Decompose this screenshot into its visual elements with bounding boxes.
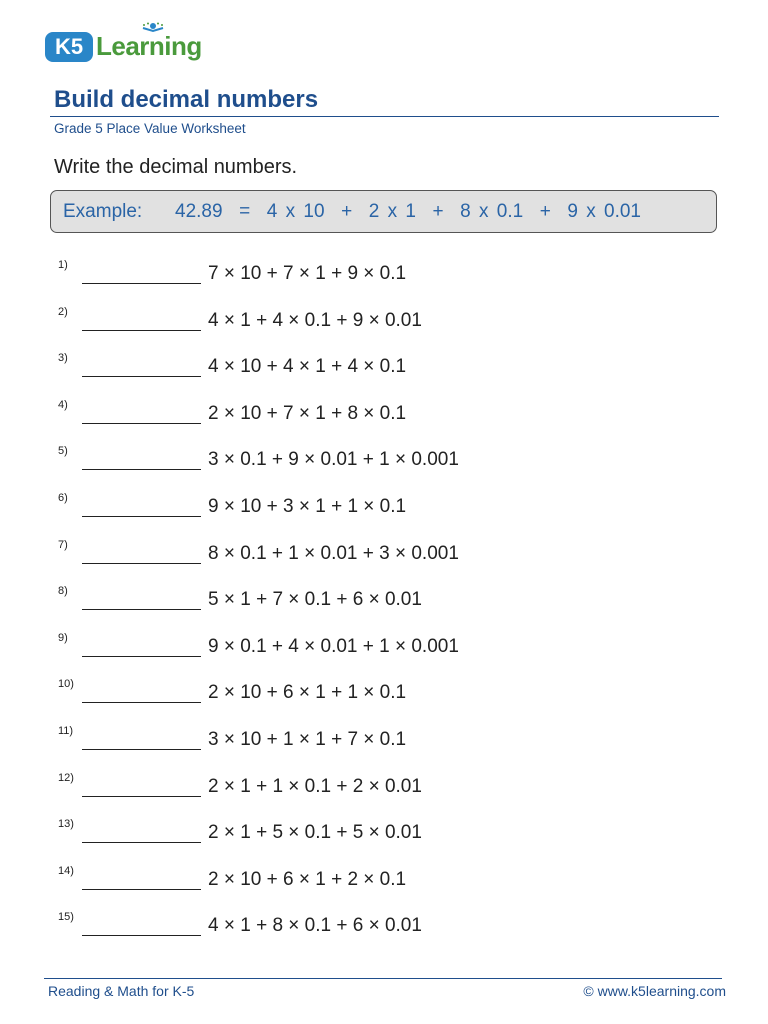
answer-blank[interactable] (82, 702, 201, 703)
header-divider (50, 116, 719, 117)
answer-blank[interactable] (82, 376, 201, 377)
answer-blank[interactable] (82, 656, 201, 657)
example-expression: 42.89 = 4 x 10 + 2 x 1 + 8 x 0.1 + 9 x 0.01 (175, 201, 641, 222)
problem-item (58, 911, 658, 945)
problem-number: 9) (58, 631, 68, 644)
problem-expression: 2 × 10 + 6 × 1 + 2 × 0.1 (208, 868, 407, 890)
problem-number: 13) (58, 818, 74, 831)
example-label: Example: (63, 201, 143, 222)
problem-expression: 2 × 1 + 5 × 0.1 + 5 × 0.01 (208, 822, 422, 844)
problem-number: 4) (58, 398, 68, 411)
answer-blank[interactable] (82, 330, 201, 331)
problem-number: 11) (58, 725, 74, 737)
problem-expression: 9 × 0.1 + 4 × 0.01 + 1 × 0.001 (208, 635, 459, 657)
problem-number: 6) (58, 492, 68, 504)
problem-item (58, 399, 658, 433)
problem-number: 8) (58, 585, 68, 598)
problem-expression: 2 × 10 + 7 × 1 + 8 × 0.1 (208, 402, 407, 424)
problem-item (58, 445, 658, 479)
answer-blank[interactable] (82, 749, 201, 750)
k5-learning-logo (45, 22, 205, 66)
problem-number: 10) (58, 678, 74, 691)
answer-blank[interactable] (82, 796, 201, 797)
problem-number: 2) (58, 305, 68, 318)
logo-k5-badge: K5 (45, 32, 93, 62)
worksheet-title: Build decimal numbers (54, 86, 319, 113)
answer-blank[interactable] (82, 842, 201, 843)
problem-expression: 7 × 10 + 7 × 1 + 9 × 0.1 (208, 263, 407, 284)
problem-item (58, 725, 658, 759)
problem-number: 15) (58, 911, 74, 924)
problem-expression: 3 × 10 + 1 × 1 + 7 × 0.1 (208, 729, 407, 750)
problem-item (58, 772, 658, 806)
problem-item (58, 585, 658, 619)
answer-blank[interactable] (82, 935, 201, 936)
problem-item (58, 678, 658, 712)
problem-expression: 2 × 10 + 6 × 1 + 1 × 0.1 (208, 682, 407, 704)
answer-blank[interactable] (82, 889, 201, 890)
problem-expression: 9 × 10 + 3 × 1 + 1 × 0.1 (208, 496, 407, 517)
problem-item (58, 259, 658, 293)
instructions: Write the decimal numbers. (54, 156, 298, 178)
jumping-figure-icon (141, 22, 165, 38)
problem-expression: 8 × 0.1 + 1 × 0.01 + 3 × 0.001 (208, 542, 459, 564)
problem-number: 1) (58, 259, 68, 271)
answer-blank[interactable] (82, 563, 201, 564)
problem-number: 7) (58, 538, 68, 551)
footer-divider (44, 978, 722, 979)
problem-expression: 4 × 10 + 4 × 1 + 4 × 0.1 (208, 356, 407, 378)
answer-blank[interactable] (82, 609, 201, 610)
footer-website: © www.k5learning.com (583, 983, 726, 999)
problem-expression: 3 × 0.1 + 9 × 0.01 + 1 × 0.001 (208, 449, 459, 471)
answer-blank[interactable] (82, 283, 201, 284)
problem-item (58, 492, 658, 526)
problem-item (58, 306, 658, 340)
logo-wordmark: Learning (96, 31, 202, 61)
problem-expression: 2 × 1 + 1 × 0.1 + 2 × 0.01 (208, 775, 422, 797)
problem-expression: 4 × 1 + 4 × 0.1 + 9 × 0.01 (208, 309, 422, 331)
problem-item (58, 818, 658, 852)
footer-tagline: Reading & Math for K-5 (48, 983, 195, 999)
problem-item (58, 539, 658, 573)
problem-number: 5) (58, 445, 68, 458)
worksheet-subtitle: Grade 5 Place Value Worksheet (54, 121, 246, 136)
problem-expression: 5 × 1 + 7 × 0.1 + 6 × 0.01 (208, 589, 422, 611)
problem-number: 12) (58, 771, 74, 784)
problem-item (58, 632, 658, 666)
problem-item (58, 865, 658, 899)
answer-blank[interactable] (82, 469, 201, 470)
problem-number: 14) (58, 864, 74, 877)
example-box (50, 190, 717, 233)
problem-number: 3) (58, 352, 68, 365)
answer-blank[interactable] (82, 516, 201, 517)
problem-item (58, 352, 658, 386)
answer-blank[interactable] (82, 423, 201, 424)
problem-expression: 4 × 1 + 8 × 0.1 + 6 × 0.01 (208, 915, 422, 937)
